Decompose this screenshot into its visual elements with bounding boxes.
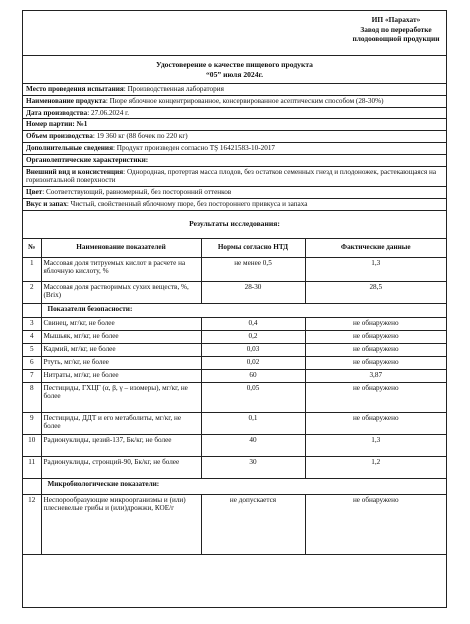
indicator-name: Радионуклиды, стронций-90, Бк/кг, не более [41,456,201,478]
row-number: 11 [23,456,41,478]
info-row [23,108,446,120]
actual-value: 1,3 [305,257,446,281]
info-label: Внешний вид и консистенция [26,167,124,176]
indicator-name: Радионуклиды, цезий-137, Бк/кг, не более [41,434,201,456]
table-row [23,412,446,434]
info-row [23,131,446,143]
info-label: Место проведения испытания [26,85,124,93]
info-value: : Соответствующий, равномерный, без посторонний оттенков [42,188,232,197]
info-value: : Однородная, протертая масса плодов, без остатков семенных гнезд и плодоножек, растекающаяся на горизонтальной поверхности [26,167,437,185]
indicator-name: Свинец, мг/кг, не более [41,317,201,330]
norm-value: не менее 0,5 [201,257,305,281]
info-label: Дополнительные сведения [26,143,113,152]
results-title: Результаты исследования: [189,218,280,228]
actual-value: не обнаружено [305,382,446,412]
info-label: Дата производства [26,108,88,117]
indicator-name: Ртуть, мг/кг, не более [41,356,201,369]
info-value: : Пюре яблочное концентрированное, консервированное асептическим способом (28-30%) [105,96,384,105]
norm-value: 0,2 [201,330,305,343]
row-number: 12 [23,494,41,554]
norm-value: 0,4 [201,317,305,330]
indicator-name: Мышьяк, мг/кг, не более [41,330,201,343]
info-label: Объем производства [26,132,93,141]
company-desc-line1: Завод по переработке [360,24,432,34]
row-number: 5 [23,343,41,356]
indicator-name: Пестициды, ДДТ и его метаболиты, мг/кг, не более [41,412,201,434]
table-row [23,494,446,554]
info-row [23,199,446,211]
table-row [23,434,446,456]
info-label: Наименование продукта [26,96,106,105]
row-number: 8 [23,382,41,412]
indicator-name: Массовая доля титруемых кислот в расчете на яблочную кислоту, % [41,257,201,281]
indicator-name: Пестициды, ГХЦГ (α, β, γ – изомеры), мг/кг, не более [41,382,201,412]
row-number: 6 [23,356,41,369]
info-value: : 27.06.2024 г. [87,108,130,117]
info-label: Органолептические характеристики: [26,155,149,164]
results-header-row [23,238,446,257]
actual-value: не обнаружено [305,356,446,369]
section-row [23,303,446,317]
certificate-title: Удостоверение о качестве пищевого продукта [156,60,313,69]
indicator-name: Нитраты, мг/кг, не более [41,369,201,382]
section-title: Показатели безопасности: [41,303,446,317]
info-row [23,96,446,108]
table-row [23,456,446,478]
row-number: 4 [23,330,41,343]
section-number-cell [23,478,41,494]
certificate-title-block [23,56,446,84]
row-number: 2 [23,281,41,303]
norm-value: 40 [201,434,305,456]
actual-value: не обнаружено [305,317,446,330]
table-row [23,281,446,303]
table-row [23,382,446,412]
actual-value: не обнаружено [305,494,446,554]
info-label: Номер партии: №1 [26,120,88,129]
info-value: : Продукт произведен согласно TŞ 16421583-10-2017 [112,143,276,152]
indicator-name: Массовая доля растворимых сухих веществ, %, (Brix) [41,281,201,303]
header-indicator: Наименование показателей [41,238,201,257]
header-number: № [23,238,41,257]
info-label: Вкус и запах [26,199,67,208]
company-name: ИП «Парахат» [371,15,421,24]
row-number: 7 [23,369,41,382]
actual-value: не обнаружено [305,412,446,434]
info-row [23,187,446,199]
info-row [23,119,446,131]
actual-value: 1,3 [305,434,446,456]
info-row [23,143,446,155]
info-value: : 19 360 кг (88 бочек по 220 кг) [92,132,188,141]
section-title: Микробиологические показатели: [41,478,446,494]
actual-value: не обнаружено [305,330,446,343]
results-table [23,238,446,555]
norm-value: 60 [201,369,305,382]
norm-value: не допускается [201,494,305,554]
norm-value: 28-30 [201,281,305,303]
table-row [23,343,446,356]
section-row [23,478,446,494]
header-norm: Нормы согласно НТД [201,238,305,257]
actual-value: 28,5 [305,281,446,303]
actual-value: не обнаружено [305,343,446,356]
indicator-name: Неспорообразующие микроорганизмы и (или) плесневелые грибы и (или)дрожжи, КОЕ/г [41,494,201,554]
document-header [23,11,446,56]
indicator-name: Кадмий, мг/кг, не более [41,343,201,356]
product-info [23,84,446,211]
row-number: 9 [23,412,41,434]
norm-value: 0,03 [201,343,305,356]
norm-value: 0,02 [201,356,305,369]
table-row [23,369,446,382]
table-row [23,330,446,343]
section-number-cell [23,303,41,317]
table-row [23,257,446,281]
info-value: : Чистый, свойственный яблочному пюре, без постороннего привкуса и запаха [66,199,308,208]
quality-certificate-document [22,10,447,608]
info-label: Цвет [26,188,43,197]
actual-value: 1,2 [305,456,446,478]
norm-value: 0,05 [201,382,305,412]
header-actual: Фактические данные [305,238,446,257]
norm-value: 0,1 [201,412,305,434]
info-row [23,155,446,167]
actual-value: 3,87 [305,369,446,382]
info-row [23,84,446,96]
table-row [23,356,446,369]
table-row [23,317,446,330]
info-row [23,167,446,188]
company-desc-line2: плодоовощной продукции [352,34,440,44]
row-number: 1 [23,257,41,281]
info-value: : Производственная лаборатория [123,85,224,93]
company-block [352,15,440,44]
norm-value: 30 [201,456,305,478]
row-number: 3 [23,317,41,330]
row-number: 10 [23,434,41,456]
certificate-date: “05” июля 2024г. [205,69,264,79]
